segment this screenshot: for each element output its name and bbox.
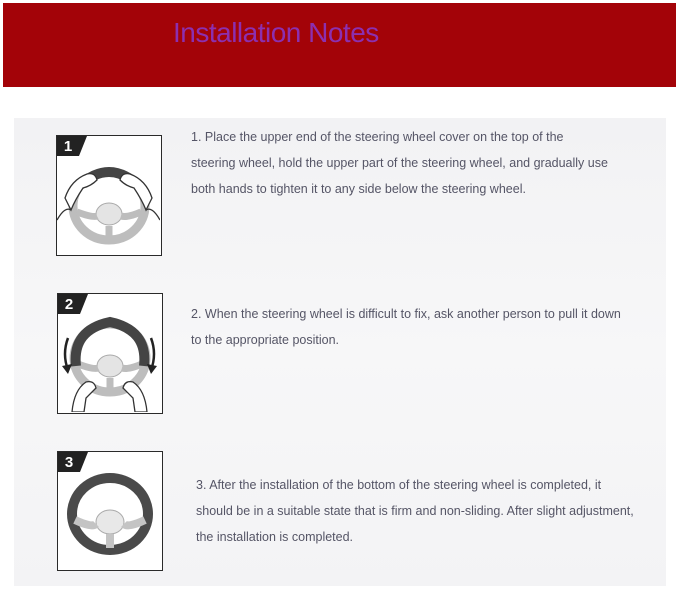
page-title: Installation Notes: [173, 17, 379, 48]
step-3-illustration: [57, 451, 163, 571]
hands-pulling-cover-down-icon: [58, 294, 161, 412]
step-2-illustration: [57, 293, 163, 414]
step-1-text: 1. Place the upper end of the steering wheel cover on the top of the steering wheel, hold the upper part of the steering wheel, and gradually use both hands to tighten it to any side below the steering wheel.: [191, 130, 608, 196]
svg-text:2: 2: [64, 296, 74, 313]
step-1-illustration: [56, 135, 162, 256]
step-3-text: 3. After the installation of the bottom of the steering wheel is completed, it should be in a suitable state that is firm and non-sliding. After slight adjustment, the installation is completed.: [196, 478, 634, 544]
header-banner: [3, 3, 676, 87]
step-2-text: 2. When the steering wheel is difficult to fix, ask another person to pull it down to the appropriate position.: [191, 307, 621, 347]
covered-steering-wheel-icon: [58, 452, 161, 569]
svg-text:3: 3: [64, 454, 74, 471]
hands-pulling-cover-onto-wheel-icon: [57, 136, 160, 254]
instructions-panel: [14, 118, 666, 586]
svg-text:1: 1: [63, 138, 73, 155]
